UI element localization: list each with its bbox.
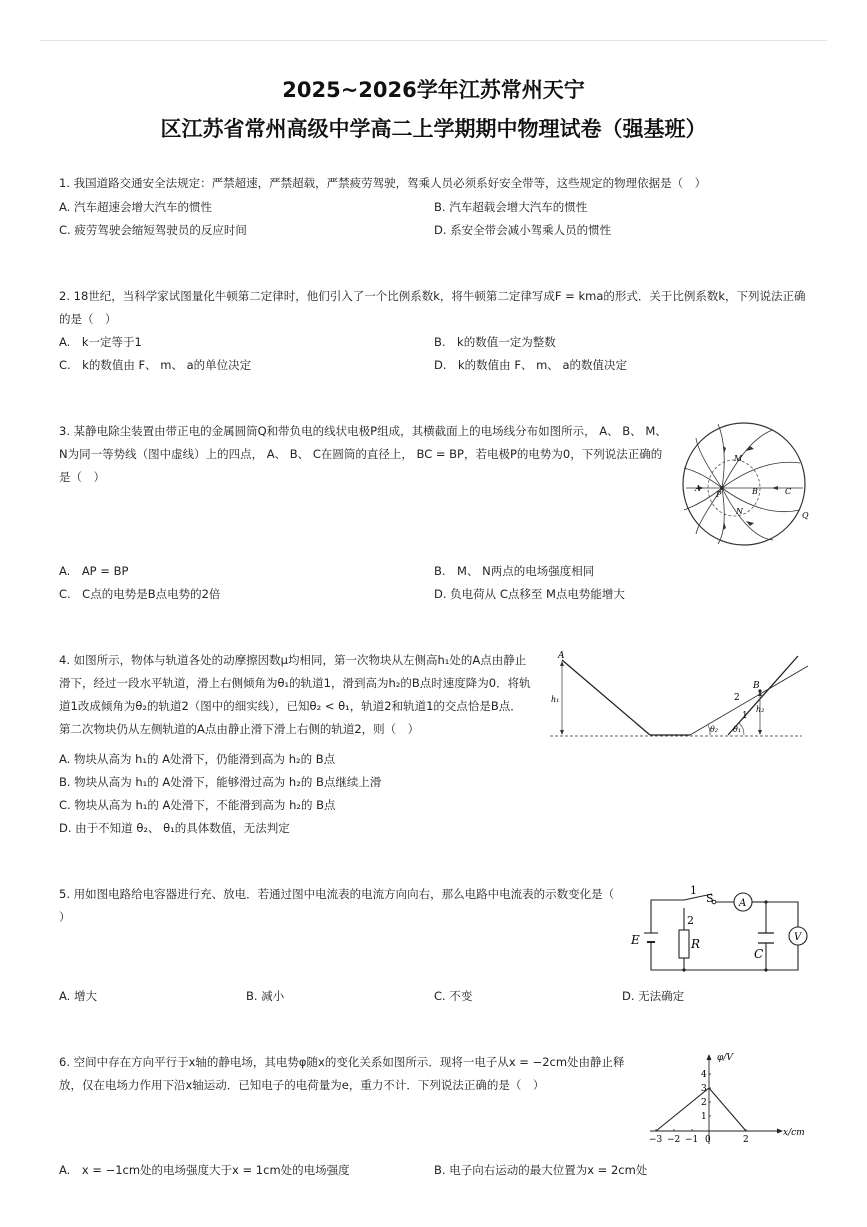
q2-option-b[interactable]: B. k的数值一定为整数 bbox=[434, 335, 556, 349]
label-n: N bbox=[736, 507, 743, 516]
label-m: M bbox=[734, 454, 743, 463]
q3-option-a[interactable]: A. AP = BP bbox=[59, 564, 129, 578]
label-track-1: 1 bbox=[742, 711, 748, 721]
x-tick-2: 2 bbox=[743, 1135, 749, 1145]
h1-arrowhead-down bbox=[560, 730, 564, 735]
q4-stem-line3: 道1改成倾角为θ₂的轨道2（图中的细实线），已知θ₂ < θ₁，轨道2和轨道1的交点恰是B点． bbox=[59, 699, 522, 713]
h2-arrowhead-down bbox=[758, 730, 762, 735]
x-tick-minus3: −3 bbox=[649, 1135, 663, 1145]
q3-option-b[interactable]: B. M、 N两点的电场强度相同 bbox=[434, 564, 595, 578]
label-c: C bbox=[785, 487, 792, 496]
q1-option-b[interactable]: B. 汽车超载会增大汽车的惯性 bbox=[434, 200, 588, 214]
left-track bbox=[562, 660, 650, 735]
page-title-line2: 区江苏省常州高级中学高二上学期期中物理试卷（强基班） bbox=[160, 117, 707, 141]
q2-option-d[interactable]: D. k的数值由 F、 m、 a的数值决定 bbox=[434, 358, 627, 372]
label-b: B bbox=[753, 681, 760, 691]
y-axis-label: φ/V bbox=[717, 1053, 733, 1063]
q2-option-c[interactable]: C. k的数值由 F、 m、 a的单位决定 bbox=[59, 358, 252, 372]
q4-option-d[interactable]: D. 由于不知道 θ₂、 θ₁的具体数值，无法判定 bbox=[59, 821, 290, 835]
q6-option-b[interactable]: B. 电子向右运动的最大位置为x = 2cm处 bbox=[434, 1163, 648, 1177]
q5-option-d[interactable]: D. 无法确定 bbox=[622, 989, 685, 1003]
label-switch-pos-1: 1 bbox=[690, 884, 697, 897]
junction-dot bbox=[682, 968, 685, 971]
label-h1: h₁ bbox=[551, 695, 560, 704]
junction-dot bbox=[764, 968, 767, 971]
potential-curve bbox=[656, 1088, 746, 1131]
q5-option-b[interactable]: B. 减小 bbox=[246, 989, 285, 1003]
q6-stem-line1: 6. 空间中存在方向平行于x轴的静电场，其电势φ随x的变化关系如图所示．现将一电子从x = −2cm处由静止释 bbox=[59, 1055, 625, 1069]
q4-option-c[interactable]: C. 物块从高为 h₁的 A处滑下，不能滑到高为 h₂的 B点 bbox=[59, 798, 336, 812]
q3-option-d[interactable]: D. 负电荷从 C点移至 M点电势能增大 bbox=[434, 587, 625, 601]
y-axis-arrowhead bbox=[707, 1054, 712, 1060]
q3-option-c[interactable]: C. C点的电势是B点电势的2倍 bbox=[59, 587, 221, 601]
label-r: R bbox=[691, 937, 701, 951]
label-e: E bbox=[631, 933, 640, 947]
label-theta1: θ₁ bbox=[733, 725, 742, 734]
x-tick-minus2: −2 bbox=[667, 1135, 681, 1145]
label-s: S bbox=[706, 892, 714, 905]
q6-stem-line2: 放，仅在电场力作用下沿x轴运动．已知电子的电荷量为e，重力不计．下列说法正确的是（ ） bbox=[59, 1078, 545, 1092]
q1-stem: 1. 我国道路交通安全法规定：严禁超速，严禁超载，严禁疲劳驾驶，驾乘人员必须系好安全带等，这些规定的物理依据是（ ） bbox=[59, 176, 707, 190]
q5-stem-line1: 5. 用如图电路给电容器进行充、放电．若通过图中电流表的电流方向向右，那么电路中电流表的示数变化是（ bbox=[59, 887, 615, 901]
q3-electric-field-figure bbox=[678, 418, 813, 550]
q5-stem-line2: ） bbox=[59, 910, 71, 924]
q5-option-c[interactable]: C. 不变 bbox=[434, 989, 473, 1003]
q3-stem-line2: N为同一等势线（图中虚线）上的四点， A、 B、 C在圆筒的直径上， BC = BP，若电极P的电势为0，下列说法正确的 bbox=[59, 447, 663, 461]
q5-circuit-figure bbox=[628, 880, 813, 975]
q1-option-a[interactable]: A. 汽车超速会增大汽车的惯性 bbox=[59, 200, 212, 214]
label-a: A bbox=[558, 651, 565, 661]
junction-dot bbox=[764, 900, 767, 903]
label-p: P bbox=[716, 490, 722, 499]
label-c: C bbox=[754, 947, 764, 961]
label-ammeter: A bbox=[739, 898, 747, 909]
q4-stem-line4: 第二次物块仍从左侧轨道的A点由静止滑下滑上右侧的轨道2，则（ ） bbox=[59, 722, 420, 736]
q1-option-d[interactable]: D. 系安全带会减小驾乘人员的惯性 bbox=[434, 223, 612, 237]
top-divider bbox=[40, 40, 827, 41]
q4-track-figure bbox=[550, 648, 810, 743]
x-axis-label: x/cm bbox=[783, 1128, 805, 1138]
q3-stem-line3: 是（ ） bbox=[59, 470, 105, 484]
label-theta2: θ₂ bbox=[710, 725, 719, 734]
page-title-line1: 2025~2026学年江苏常州天宁 bbox=[282, 78, 585, 102]
label-voltmeter: V bbox=[794, 932, 802, 943]
y-tick-1: 1 bbox=[701, 1112, 707, 1122]
q2-option-a[interactable]: A. k一定等于1 bbox=[59, 335, 142, 349]
q2-stem-line1: 2. 18世纪，当科学家试图量化牛顿第二定律时，他们引入了一个比例系数k，将牛顿第二定律写成F = kma的形式．关于比例系数k，下列说法正确 bbox=[59, 289, 806, 303]
cylinder-q-outline bbox=[683, 423, 805, 545]
q4-option-a[interactable]: A. 物块从高为 h₁的 A处滑下，仍能滑到高为 h₂的 B点 bbox=[59, 752, 336, 766]
q1-option-c[interactable]: C. 疲劳驾驶会缩短驾驶员的反应时间 bbox=[59, 223, 247, 237]
label-a: A bbox=[695, 484, 701, 493]
label-h2: h₂ bbox=[756, 705, 765, 714]
q4-stem-line2: 滑下，经过一段水平轨道，滑上右侧倾角为θ₁的轨道1，滑到高为h₂的B点时速度降为0．将轨 bbox=[59, 676, 531, 690]
q2-stem-line2: 的是（ ） bbox=[59, 312, 117, 326]
q6-option-a[interactable]: A. x = −1cm处的电场强度大于x = 1cm处的电场强度 bbox=[59, 1163, 350, 1177]
track-2 bbox=[690, 666, 808, 735]
circuit-wires bbox=[651, 900, 798, 970]
y-tick-4: 4 bbox=[701, 1070, 707, 1080]
q4-stem-line1: 4. 如图所示，物体与轨道各处的动摩擦因数μ均相同，第一次物块从左侧高h₁处的A点由静止 bbox=[59, 653, 527, 667]
q5-option-a[interactable]: A. 增大 bbox=[59, 989, 97, 1003]
resistor-r bbox=[679, 930, 689, 958]
x-tick-minus1: −1 bbox=[685, 1135, 699, 1145]
q6-potential-graph bbox=[645, 1048, 815, 1148]
field-lines bbox=[684, 424, 803, 544]
label-switch-pos-2: 2 bbox=[687, 914, 694, 927]
x-tick-0: 0 bbox=[705, 1135, 711, 1145]
y-tick-2: 2 bbox=[701, 1098, 707, 1108]
q3-stem-line1: 3. 某静电除尘装置由带正电的金属圆筒Q和带负电的线状电极P组成，其横截面上的电场线分布如图所示， A、 B、 M、 bbox=[59, 424, 667, 438]
y-tick-3: 3 bbox=[701, 1084, 707, 1094]
label-b: B bbox=[752, 487, 758, 496]
q4-option-b[interactable]: B. 物块从高为 h₁的 A处滑下，能够滑过高为 h₂的 B点继续上滑 bbox=[59, 775, 382, 789]
label-q: Q bbox=[802, 511, 809, 520]
label-track-2: 2 bbox=[734, 693, 740, 703]
